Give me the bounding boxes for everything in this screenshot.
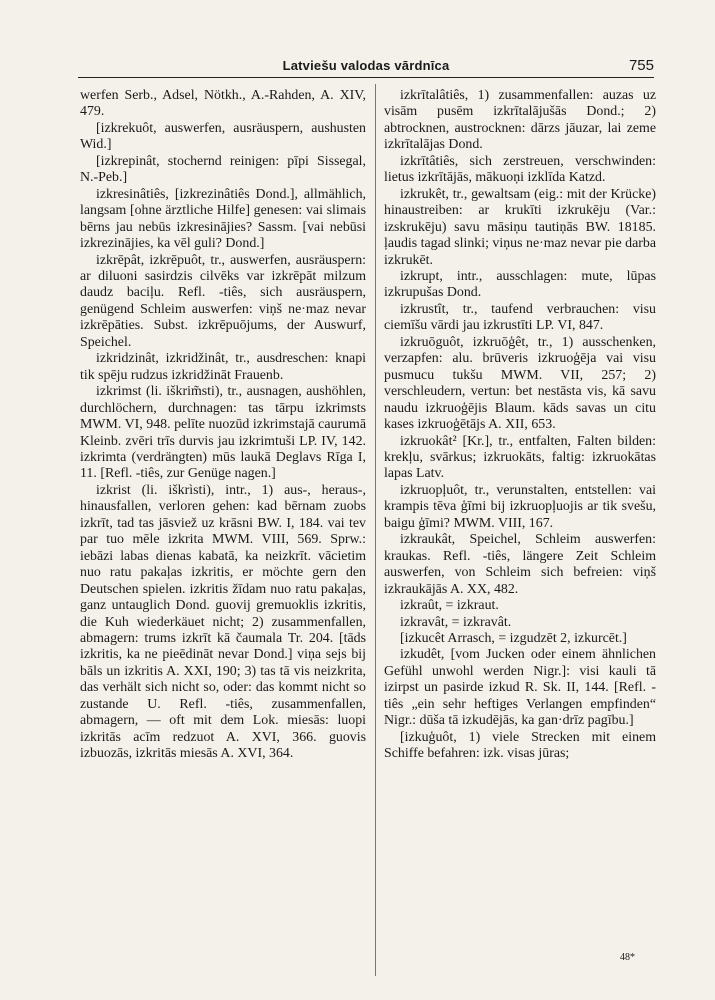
left-column xyxy=(80,88,366,763)
entry: izkruōguôt, izkruōģêt, tr., 1) ausschenken, verzapfen: alu. brūveris izkruoģēja vai visu pusmucu tukšu MWM. VII, 257; 2) verschleudern, vertun: bet nestāsta vis, kā savu naudu izkruoģējis Blaum. kāds savas un citu kases izkruoģētājs A. XII, 653. xyxy=(384,334,656,433)
entry: izkraût, = izkraut. xyxy=(400,598,499,614)
entry: izkrītâtiês, sich zerstreuen, verschwinden: lietus izkrītājās, mākuoņi izklīda Katzd. xyxy=(384,153,656,186)
signature-mark: 48* xyxy=(620,952,635,963)
entry: izkudêt, [vom Jucken oder einem ähnlichen Gefühl unwohl werden Nigr.]: visi kauli tā izirpst un pasirde izkud R. Sk. II, 144. [Refl. -tiês „ein sehr heftiges Verlangen empfinden“ Nigr.: dūša tā izkudējās, ka gan·drīz pagību.] xyxy=(384,647,656,729)
entry: izkrist (li. iškrìsti), intr., 1) aus-, heraus-, hinausfallen, verloren gehen: kad bērnam zuobs izkrīt, tad tas jāsviež uz krāsni BW. I, 184. vai tev par tuo mēle izkrita MWM. VIII, 569. Sprw.: iebāzi labas dienas kabatā, ka neizkrīt. vācietim nuo ratu pakaļas izkritis, er möchte gern den Deutschen spielen. izkritis žīdam nuo ratu pakaļas, ganz untauglich Dond. guovij gremuoklis izkritis, die Kuh wiederkäuet nicht; 2) zusammenfallen, abmagern: trums izkrīt kā čaumala Tr. 204. [tāds izkritis, ka ne pieēdināt nevar Dond.] viņa sejs bij bāls un izkritis A. XXI, 190; 3) tas tā vis neizkrita, das verhält sich nicht so, oder: das kommt nicht so zustande U. Refl. -tiês, zusammenfallen, abmagern, — oft mit dem Lok. miesās: luopi izkritās acīm redzuot A. XVI, 366. guovis izbuozās, izkritās miesās A. XVI, 364. xyxy=(80,482,366,762)
header-rule xyxy=(78,77,654,78)
entry: [izkuģuôt, 1) viele Strecken mit einem Schiffe befahren: izk. visas jūras; xyxy=(384,729,656,762)
page-title: Latviešu valodas vārdnīca xyxy=(282,58,450,73)
entry: werfen Serb., Adsel, Nötkh., A.-Rahden, A. XIV, 479. xyxy=(80,88,366,120)
entry: izkrēpât, izkrēpuôt, tr., auswerfen, ausräuspern: ar diluoni sasirdzis cilvēks var izkrēpāt milzum daudz baciļu. Refl. -tiês, sich ausräuspern, genügend Schleim auswerfen: viņš ne·maz nevar izkrēpāties. Subst. izkrēpuōjums, der Auswurf, Speichel. xyxy=(80,252,366,350)
page-number: 755 xyxy=(628,57,654,74)
column-divider xyxy=(375,84,376,976)
entry: [izkrepinât, stochernd reinigen: pīpi Sissegal, N.-Peb.] xyxy=(80,153,366,186)
entry: [izkucêt Arrasch, = izgudzēt 2, izkurcēt.] xyxy=(400,630,627,646)
entry: izkruokât² [Kr.], tr., entfalten, Falten bilden: krekļu, svārkus; izkruokāts, faltig: izkruokātas lapas Latv. xyxy=(384,433,656,482)
entry: izkrimst (li. iškrim̃sti), tr., ausnagen, aushöhlen, durchlöchern, durchnagen: tas tārpu izkrimsts MWM. VI, 948. pelīte nuozūd izkrimstajā caurumā Kleinb. zvēri trīs durvis jau izkrimtuši LP. IV, 142. izkrimta (verdrängten) mūs laukā Deglavs Rīga I, 11. [Refl. -tiês, zur Genüge nagen.] xyxy=(80,384,366,482)
entry: izkrustît, tr., taufend verbrauchen: visu ciemīšu vārdi jau izkrustīti LP. VI, 847. xyxy=(384,301,656,334)
entry: izkresinâtiês, [izkrezinâtiês Dond.], allmählich, langsam [ohne ärztliche Hilfe] genesen: vai slimais bērns jau nebūs izkresinājies? Sassm. [vai nebūsi izkrezinājies, ka vēl guli? Dond.] xyxy=(80,186,366,252)
right-column xyxy=(384,88,656,763)
entry: izkrītalâtiês, 1) zusammenfallen: auzas uz visām pusēm izkrītalājušās Dond.; 2) abtrocknen, austrocknen: dārzs jāuzar, lai zeme izkrītalājas Dond. xyxy=(384,88,656,153)
entry: izkrukêt, tr., gewaltsam (eig.: mit der Krücke) hinaustreiben: ar krukīti izkrukēju (Var.: izskrukēju) savu māsiņu tautiņās BW. 18185. ļaudis tagad slinki; viņus ne·maz nevar pie darba izkrukēt. xyxy=(384,186,656,268)
entry: izkridzinât, izkridžinât, tr., ausdreschen: knapi tik spēju rudzus izkridžināt Frauenb. xyxy=(80,351,366,383)
entry: izkravât, = izkravât. xyxy=(400,614,512,630)
entry: izkrupt, intr., ausschlagen: mute, lūpas izkrupušas Dond. xyxy=(384,268,656,301)
entry: [izkrekuôt, auswerfen, ausräuspern, aushusten Wid.] xyxy=(80,120,366,153)
entry: izkruopļuôt, tr., verunstalten, entstellen: vai krampis tēva ģīmi bij izkruopļuojis ar tik svešu, baigu ģīmi? MWM. VIII, 167. xyxy=(384,482,656,531)
entry: izkraukât, Speichel, Schleim auswerfen: kraukas. Refl. -tiês, längere Zeit Schleim auswerfen, von Schleim sich befreien: viņš izkraukājās A. XX, 482. xyxy=(384,532,656,597)
